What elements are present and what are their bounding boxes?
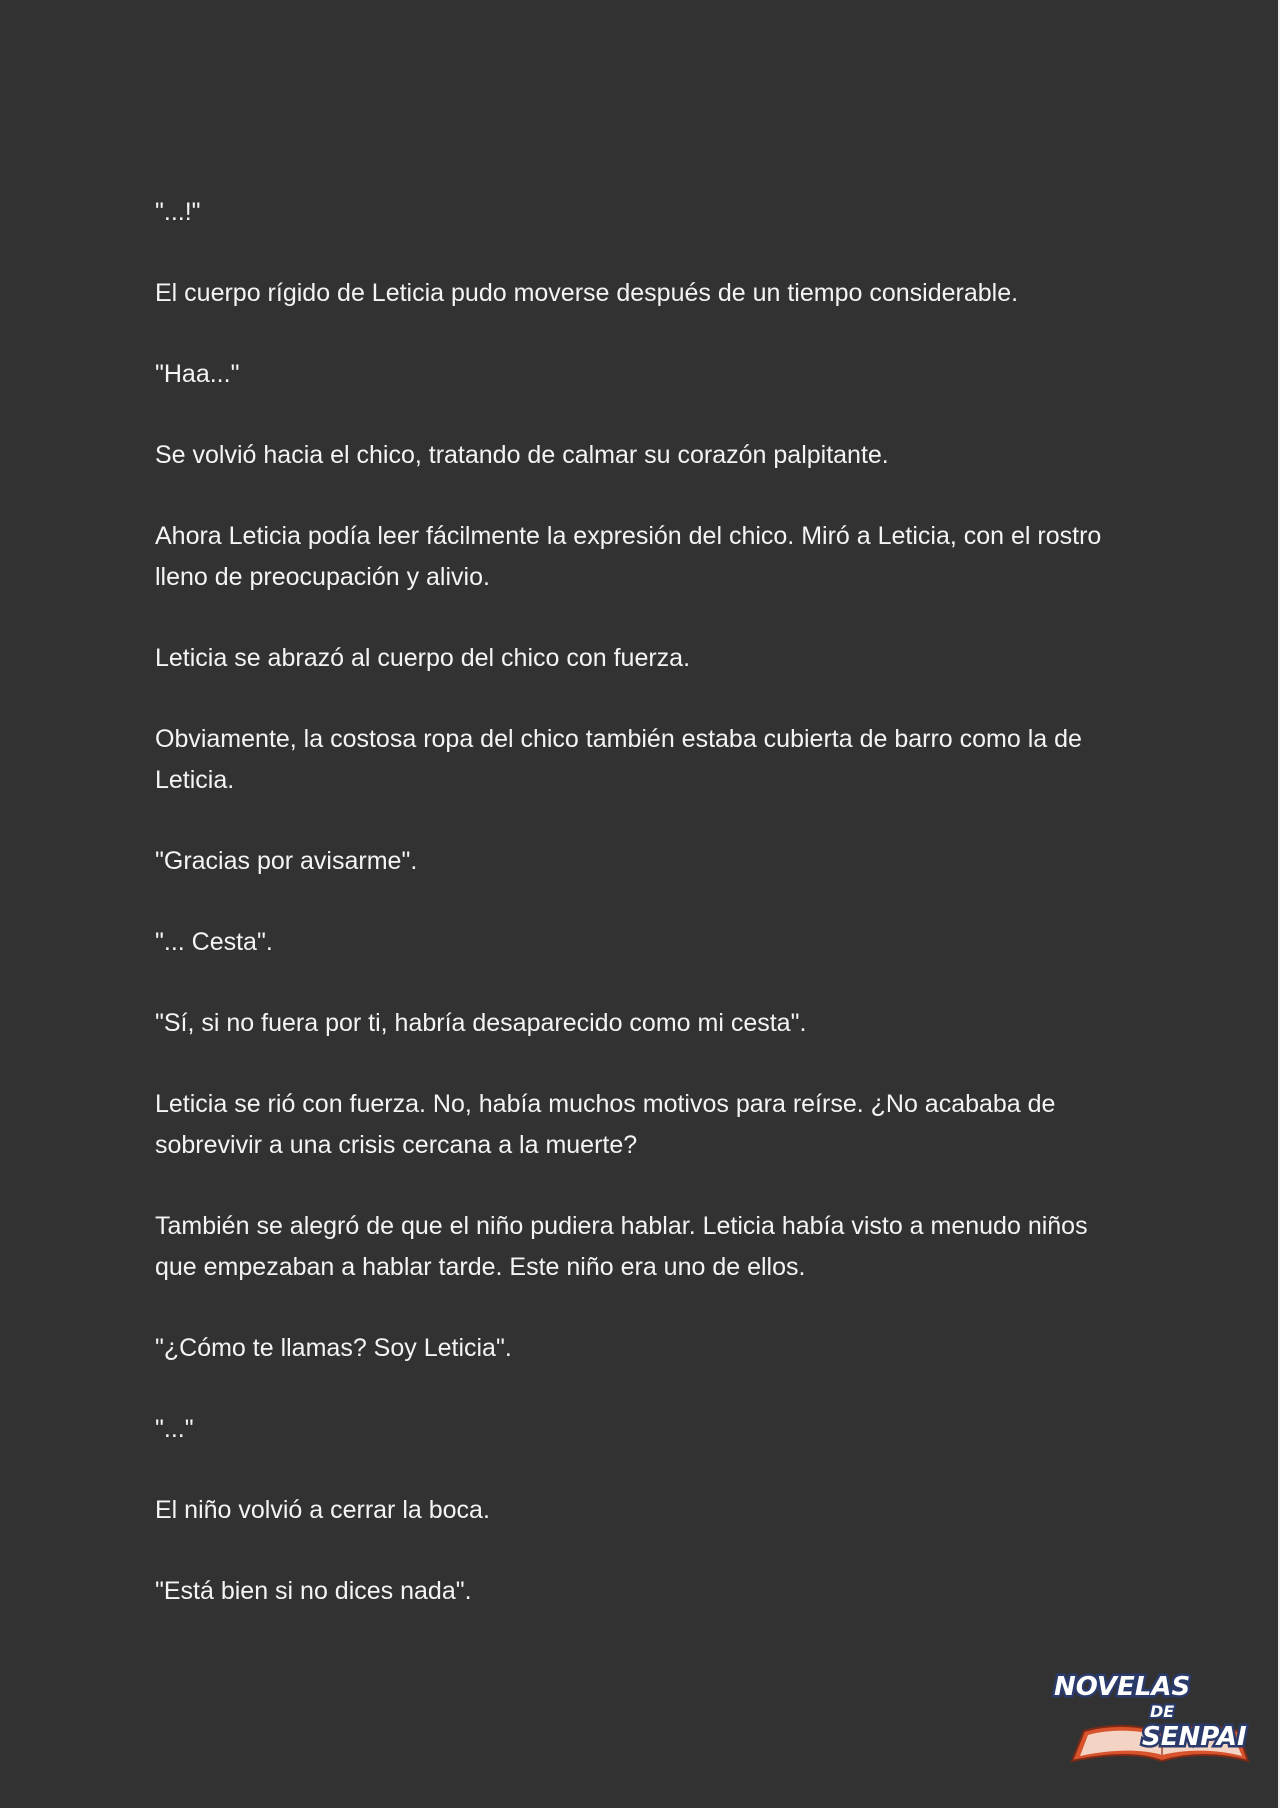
novelas-de-senpai-logo xyxy=(1050,1665,1260,1770)
paragraph: Leticia se rió con fuerza. No, había muchos motivos para reírse. ¿No acababa de sobrevivir a una crisis cercana a la muerte? xyxy=(155,1090,1056,1159)
logo-text-senpai: SENPAI xyxy=(1142,1722,1247,1752)
paragraph: Ahora Leticia podía leer fácilmente la expresión del chico. Miró a Leticia, con el rostro lleno de preocupación y alivio. xyxy=(155,522,1102,591)
paragraph: Leticia se abrazó al cuerpo del chico con fuerza. xyxy=(155,644,691,672)
paragraph: También se alegró de que el niño pudiera hablar. Leticia había visto a menudo niños que empezaban a hablar tarde. Este niño era uno de ellos. xyxy=(155,1212,1088,1281)
chapter-text xyxy=(155,192,1135,1652)
paragraph: Obviamente, la costosa ropa del chico también estaba cubierta de barro como la de Leticia. xyxy=(155,725,1082,794)
logo-text-novelas: NOVELAS xyxy=(1054,1672,1191,1702)
logo-text-de: DE xyxy=(1150,1702,1175,1721)
paragraph: "Está bien si no dices nada". xyxy=(155,1577,472,1605)
paragraph: "¿Cómo te llamas? Soy Leticia". xyxy=(155,1334,512,1362)
paragraph: El niño volvió a cerrar la boca. xyxy=(155,1496,490,1524)
paragraph: "Sí, si no fuera por ti, habría desaparecido como mi cesta". xyxy=(155,1009,807,1037)
paragraph: Se volvió hacia el chico, tratando de calmar su corazón palpitante. xyxy=(155,441,889,469)
paragraph: "..." xyxy=(155,1415,194,1443)
paragraph: "... Cesta". xyxy=(155,928,273,956)
paragraph: "Haa..." xyxy=(155,360,240,388)
paragraph: "Gracias por avisarme". xyxy=(155,847,418,875)
paragraph: El cuerpo rígido de Leticia pudo moverse después de un tiempo considerable. xyxy=(155,279,1019,307)
paragraph: "...!" xyxy=(155,198,201,226)
